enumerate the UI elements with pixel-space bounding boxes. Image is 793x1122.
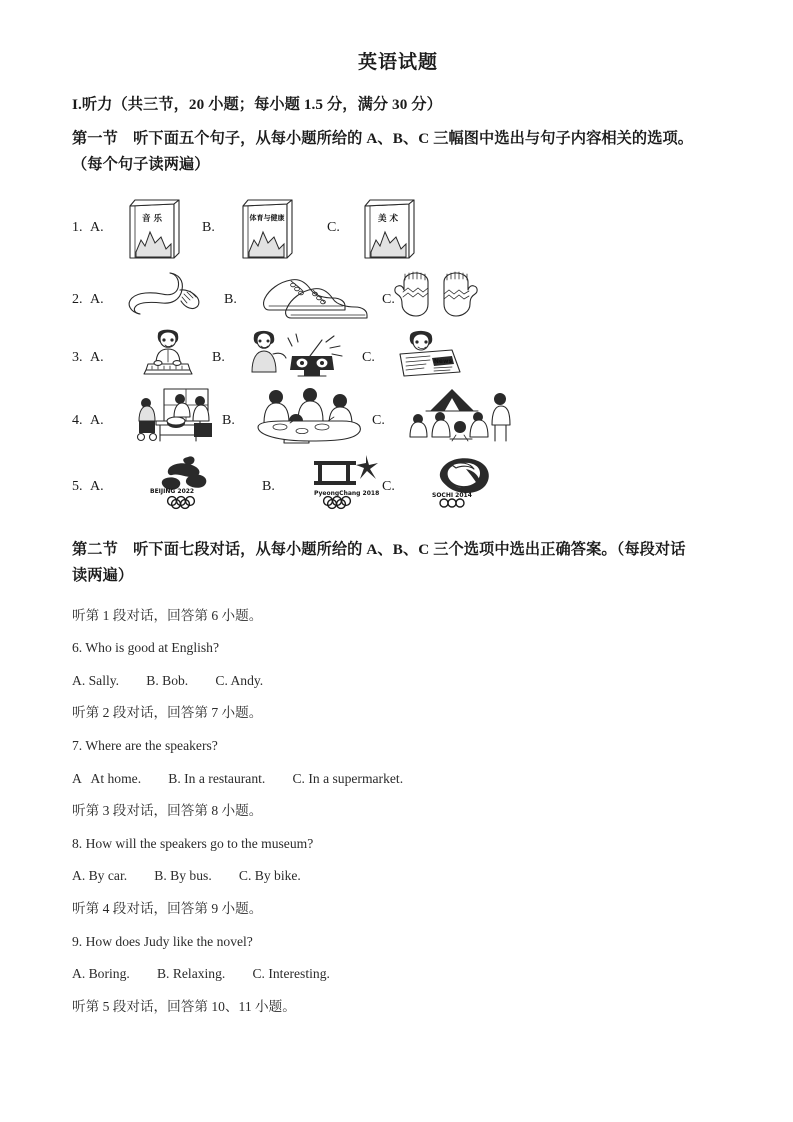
dialog-8-options: A. By car. B. By bus. C. By bike. [72, 868, 301, 884]
part-two-heading-cont: 读两遍） [72, 567, 134, 585]
q3-number: 3. [72, 350, 83, 366]
q4-option-b-letter: B. [222, 413, 235, 429]
page-title: 英语试题 [357, 52, 438, 73]
q4-option-a-letter: A. [90, 413, 104, 429]
pe-health-textbook [235, 196, 297, 264]
beijing-2022-logo-caption: BEIJING 2022 [150, 488, 195, 496]
picture-question-4 [72, 387, 724, 449]
art-textbook [357, 196, 419, 264]
sochi-2014-logo-caption: SOCHI 2014 [432, 492, 472, 500]
dialog-8-question: 8. How will the speakers go to the museum? [72, 835, 314, 851]
q1-option-a-label: 1. [72, 220, 83, 236]
q5-number: 5. [72, 479, 83, 495]
q4-option-c-letter: C. [372, 413, 385, 429]
q1-option-b-letter: B. [202, 220, 215, 236]
q1-option-c-letter: C. [327, 220, 340, 236]
part-one-heading-cont: （每个句子读两遍） [72, 156, 210, 174]
dialog-question-9 [72, 902, 724, 981]
q2-number: 2. [72, 292, 83, 308]
beijing-2022-olympic-logo [134, 453, 246, 507]
dialog-7-instruction: 听第 2 段对话，回答第 7 小题。 [72, 705, 263, 721]
people-camping-with-tent [400, 387, 520, 445]
picture-question-1 [72, 194, 724, 268]
listening-section-heading: I.听力（共三节，20 小题；每小题 1.5 分，满分 30 分） [72, 95, 442, 113]
dialog-9-instruction: 听第 4 段对话，回答第 9 小题。 [72, 900, 263, 916]
sneakers [257, 270, 375, 320]
dialog-7-question: 7. Where are the speakers? [72, 737, 218, 753]
q5-option-a-letter: A. [90, 479, 104, 495]
part-one-heading-text: 第一节 听下面五个句子，从每小题所给的 A、B、C 三幅图中选出与句子内容相关的选项。 [72, 130, 694, 147]
newspaper-masthead: News [433, 358, 453, 366]
q3-option-b-letter: B. [212, 350, 225, 366]
dialog-9-question: 9. How does Judy like the novel? [72, 933, 253, 949]
sochi-2014-olympic-logo [410, 453, 520, 507]
q5-option-c-letter: C. [382, 479, 395, 495]
boy-listening-to-radio [240, 328, 350, 380]
family-having-dinner [250, 387, 370, 445]
dialog-question-7 [72, 706, 724, 785]
boy-reading-newspaper [390, 328, 490, 380]
dialog-question-6 [72, 609, 724, 688]
dialog-6-instruction: 听第 1 段对话，回答第 6 小题。 [72, 607, 263, 623]
q3-option-a-letter: A. [90, 350, 104, 366]
page-content [72, 0, 724, 1013]
dialog-9-options: A. Boring. B. Relaxing. C. Interesting. [72, 966, 330, 982]
q2-option-b-letter: B. [224, 292, 237, 308]
q4-number: 4. [72, 413, 83, 429]
part-two-heading [72, 537, 724, 589]
music-textbook-caption: 音 乐 [142, 214, 162, 225]
q2-option-c-letter: C. [382, 292, 395, 308]
dialog-10-11-instruction: 听第 5 段对话，回答第 10、11 小题。 [72, 998, 296, 1014]
music-textbook [122, 196, 184, 264]
dialog-6-question: 6. Who is good at English? [72, 640, 220, 656]
dialog-question-8 [72, 804, 724, 883]
q2-option-a-letter: A. [90, 292, 104, 308]
dialog-7-options: A At home. B. In a restaurant. C. In a supermarket. [72, 770, 404, 786]
picture-question-5 [72, 453, 724, 511]
art-textbook-caption: 美 术 [378, 214, 398, 225]
socks [120, 270, 208, 320]
people-cooking-in-kitchen [130, 387, 230, 445]
q1-option-a-letter: A. [90, 220, 104, 236]
dialog-8-instruction: 听第 3 段对话，回答第 8 小题。 [72, 803, 263, 819]
boy-playing-keyboard [130, 328, 210, 380]
dialog-6-options: A. Sally. B. Bob. C. Andy. [72, 672, 264, 688]
mittens [390, 270, 482, 320]
pe-health-textbook-caption: 体育与健康 [249, 214, 285, 223]
q3-option-c-letter: C. [362, 350, 375, 366]
picture-question-2 [72, 270, 724, 326]
q5-option-b-letter: B. [262, 479, 275, 495]
part-one-heading [72, 126, 724, 178]
picture-question-3 [72, 328, 724, 383]
part-two-heading-text: 第二节 听下面七段对话，从每小题所给的 A、B、C 三个选项中选出正确答案。（每段对话 [72, 541, 686, 559]
pyeongchang-2018-logo-caption: PyeongChang 2018 [314, 490, 380, 498]
